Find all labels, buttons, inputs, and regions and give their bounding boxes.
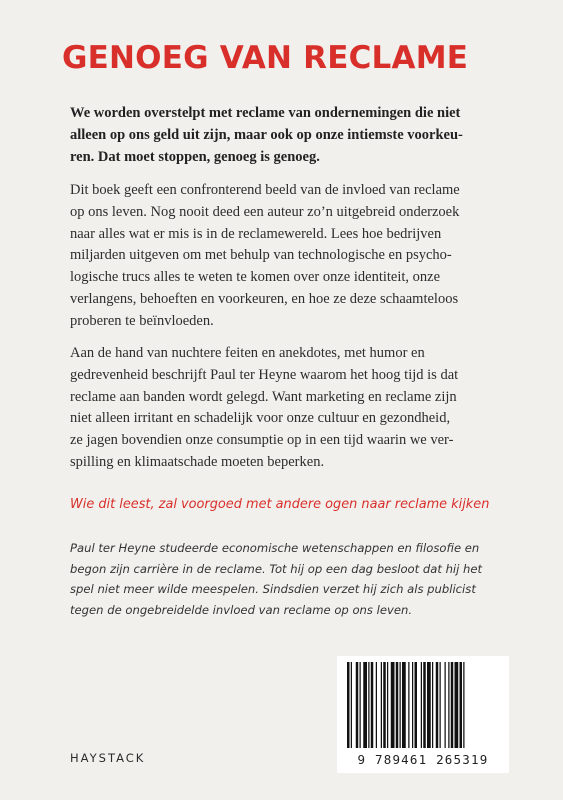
body-line: niet alleen irritant en schadelijk voor onze cultuur en gezondheid, <box>70 410 451 427</box>
barcode-bar <box>351 662 352 748</box>
body-line: proberen te beïnvloeden. <box>70 312 214 329</box>
bio-line: tegen de ongebreidelde invloed van reclame op ons leven. <box>70 602 413 617</box>
barcode-bar <box>415 662 418 748</box>
body-line: spilling en klimaatschade moeten beperken. <box>70 453 325 470</box>
body-line: Aan de hand van nuchtere feiten en anekdotes, met humor en <box>70 345 425 361</box>
book-title: GENOEG VAN RECLAME <box>62 40 469 76</box>
barcode-bars <box>337 656 509 756</box>
lead-line: alleen op ons geld uit zijn, maar ook op onze intiemste voorkeu- <box>70 126 463 143</box>
pull-quote: Wie dit leest, zal voorgoed met andere ogen naar reclame kijken <box>70 497 490 512</box>
isbn-number: 9 789461 265319 <box>357 752 489 767</box>
barcode-bar <box>400 662 401 748</box>
body-line: verlangens, behoeften en voorkeuren, en hoe ze deze schaamteloos <box>70 290 459 307</box>
barcode-bar <box>368 662 369 748</box>
barcode-bar <box>448 662 449 748</box>
body-line: op ons leven. Nog nooit deed een auteur zo’n uitgebreid onderzoek <box>70 203 460 220</box>
barcode-bar <box>381 662 382 748</box>
barcode-bar <box>391 662 395 748</box>
lead-paragraph <box>70 103 506 168</box>
barcode-bar <box>376 662 377 748</box>
publisher-logo: HAYSTACK <box>70 751 146 765</box>
body-line: miljarden uitgeven om met behulp van technologische en psycho- <box>70 247 452 264</box>
author-bio <box>70 538 506 620</box>
barcode-bar <box>383 662 386 748</box>
barcode <box>337 656 509 773</box>
barcode-bar <box>347 662 350 748</box>
bio-line: begon zijn carrière in de reclame. Tot hij op een dag besloot dat hij het <box>70 561 483 576</box>
barcode-bar <box>436 662 439 748</box>
body-line: ze jagen bovendien onze consumptie op in een tijd waarin we ver- <box>70 432 454 449</box>
body-paragraph-2 <box>70 343 506 474</box>
body-line: gedrevenheid beschrijft Paul ter Heyne waarom het hoog tijd is dat <box>70 366 459 383</box>
body-line: naar alles wat er mis is in de reclamewereld. Lees hoe bedrijven <box>70 225 442 242</box>
bio-line: Paul ter Heyne studeerde economische wetenschappen en filosofie en <box>70 541 480 555</box>
body-line: Dit boek geeft een confronterend beeld van de invloed van reclame <box>70 182 460 198</box>
body-line: logische trucs alles te weten te komen over onze identiteit, onze <box>70 269 441 286</box>
barcode-bar <box>463 662 464 748</box>
barcode-bar <box>371 662 374 748</box>
barcode-bar <box>402 662 406 748</box>
lead-line: ren. Dat moet stoppen, genoeg is genoeg. <box>70 148 320 165</box>
barcode-bar <box>427 662 431 748</box>
barcode-bar <box>412 662 413 748</box>
barcode-bar <box>451 662 454 748</box>
body-line: reclame aan banden wordt gelegd. Want marketing en reclame zijn <box>70 388 457 405</box>
barcode-bar <box>356 662 359 748</box>
barcode-bar <box>432 662 433 748</box>
barcode-bar <box>360 662 361 748</box>
barcode-bar <box>408 662 409 748</box>
barcode-bar <box>423 662 426 748</box>
barcode-bar <box>440 662 441 748</box>
barcode-bar <box>445 662 446 748</box>
barcode-bar <box>363 662 367 748</box>
barcode-bar <box>455 662 459 748</box>
barcode-bar <box>460 662 463 748</box>
barcode-bar <box>396 662 399 748</box>
body-paragraph-1 <box>70 180 506 333</box>
bio-line: spel niet meer wilde meespelen. Sindsdien verzet hij zich als publicist <box>70 582 476 596</box>
barcode-bar <box>387 662 388 748</box>
barcode-bar <box>421 662 422 748</box>
lead-line: We worden overstelpt met reclame van ondernemingen die niet <box>70 105 461 121</box>
